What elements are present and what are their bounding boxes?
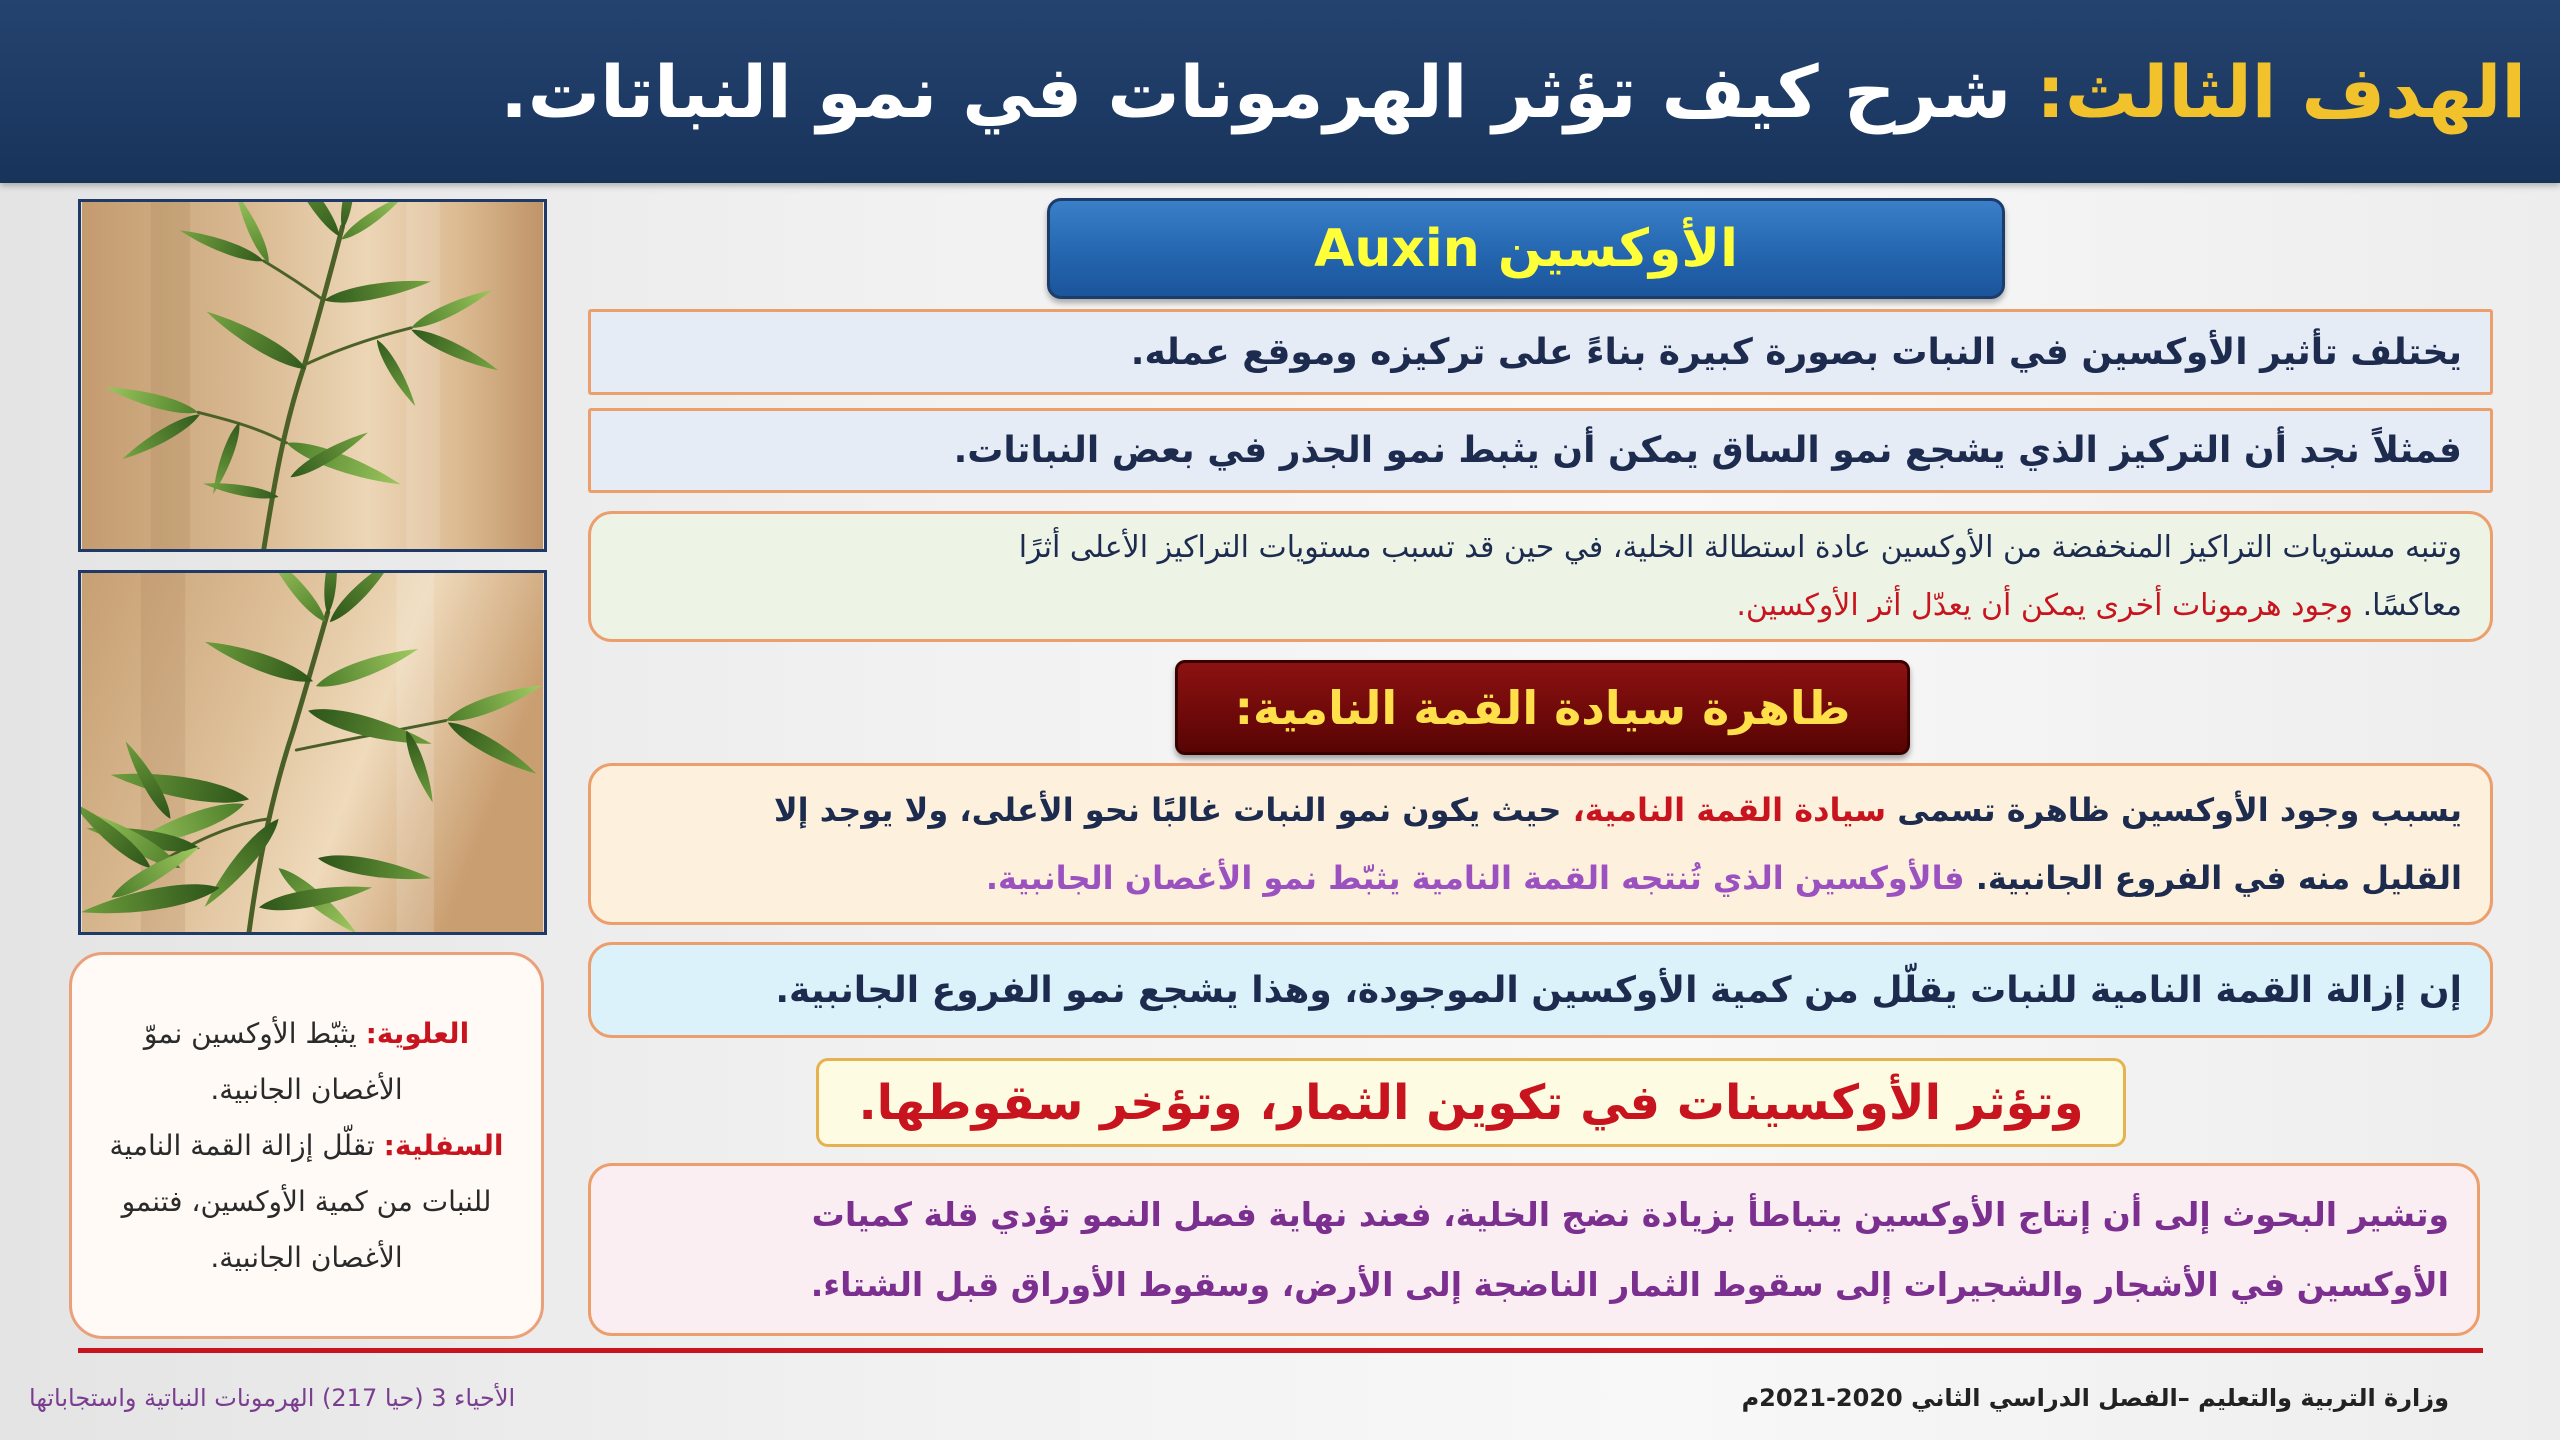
- text-box-stem-root-example: [588, 408, 2493, 493]
- apical-dominance-banner: [1175, 660, 1910, 755]
- auxin-title-banner: [1047, 198, 2005, 299]
- upper-label: العلوية:: [365, 1016, 470, 1050]
- side-note-upper: [94, 1006, 519, 1118]
- apical-dominance-title: ظاهرة سيادة القمة النامية:: [1234, 680, 1851, 735]
- research-line-2: الأوكسين في الأشجار والشجيرات إلى سقوط الثمار الناضجة إلى الأرض، وسقوط الأوراق قبل الشتاء.: [810, 1264, 2449, 1304]
- concentration-line-1: وتنبه مستويات التراكيز المنخفضة من الأوكسين عادة استطالة الخلية، في حين قد تسبب مستويات التراكيز الأعلى أثرًا: [1018, 529, 2462, 565]
- apical-line-2: [619, 844, 2462, 912]
- fruit-effect-title: وتؤثر الأوكسينات في تكوين الثمار، وتؤخر سقوطها.: [858, 1074, 2084, 1131]
- plant-photo-bottom: [78, 570, 547, 935]
- page-title: [500, 0, 2526, 183]
- side-note-lower: [94, 1118, 519, 1286]
- stem-root-text: فمثلاً نجد أن التركيز الذي يشجع نمو الساق يمكن أن يثبط نمو الجذر في بعض النباتات.: [953, 430, 2462, 471]
- research-line-1: وتشير البحوث إلى أن إنتاج الأوكسين يتباطأ بزيادة نضج الخلية، فعند نهاية فصل النمو تؤدي قلة كميات: [811, 1194, 2449, 1234]
- lower-label: السفلية:: [383, 1128, 504, 1162]
- goal-text: شرح كيف تؤثر الهرمونات في نمو النباتات.: [500, 49, 2012, 134]
- apical-line-1-start: يسبب وجود الأوكسين ظاهرة تسمى: [1897, 791, 2462, 829]
- other-hormones-highlight: وجود هرمونات أخرى يمكن أن يعدّل أثر الأوكسين.: [1736, 587, 2354, 623]
- goal-label: الهدف الثالث:: [2036, 49, 2526, 134]
- side-note: [69, 952, 544, 1339]
- apical-line-1-end: حيث يكون نمو النبات غالبًا نحو الأعلى، ولا يوجد إلا: [773, 791, 1562, 829]
- footer-ministry: وزارة التربية والتعليم –الفصل الدراسي الثاني 2020-2021م: [1741, 1384, 2449, 1412]
- auxin-title: الأوكسين Auxin: [1314, 218, 1738, 279]
- apical-inhibition-highlight: فالأوكسين الذي تُنتجه القمة النامية يثبّط نمو الأغصان الجانبية.: [985, 859, 1965, 897]
- footer-course: الأحياء 3 (حيا 217) الهرمونات النباتية واستجاباتها: [29, 1384, 516, 1412]
- apical-line-1: [619, 776, 2462, 844]
- text-box-tip-removal: [588, 942, 2493, 1038]
- text-box-research: [588, 1163, 2480, 1336]
- fruit-effect-banner: [816, 1058, 2126, 1147]
- text-box-effect-varies: [588, 309, 2493, 395]
- text-box-concentration-levels: [588, 511, 2493, 642]
- plant-photo-top: [78, 199, 547, 552]
- text-box-apical-dominance: [588, 763, 2493, 925]
- effect-varies-text: يختلف تأثير الأوكسين في النبات بصورة كبيرة بناءً على تركيزه وموقع عمله.: [1130, 331, 2462, 373]
- lower-text: تقلّل إزالة القمة النامية للنبات من كمية الأوكسين، فتنمو الأغصان الجانبية.: [109, 1128, 492, 1274]
- tip-removal-text: إن إزالة القمة النامية للنبات يقلّل من كمية الأوكسين الموجودة، وهذا يشجع نمو الفروع الجانبية.: [775, 969, 2462, 1011]
- upper-text: يثبّط الأوكسين نموّ الأغصان الجانبية.: [143, 1016, 403, 1106]
- apical-line-2-text: القليل منه في الفروع الجانبية.: [1975, 859, 2462, 897]
- apical-term-highlight: سيادة القمة النامية،: [1572, 791, 1887, 829]
- footer-divider: [78, 1348, 2483, 1353]
- concentration-line-2: [619, 577, 2462, 635]
- concentration-line-2-text: معاكسًا.: [2362, 587, 2462, 623]
- header-bar: [0, 0, 2560, 183]
